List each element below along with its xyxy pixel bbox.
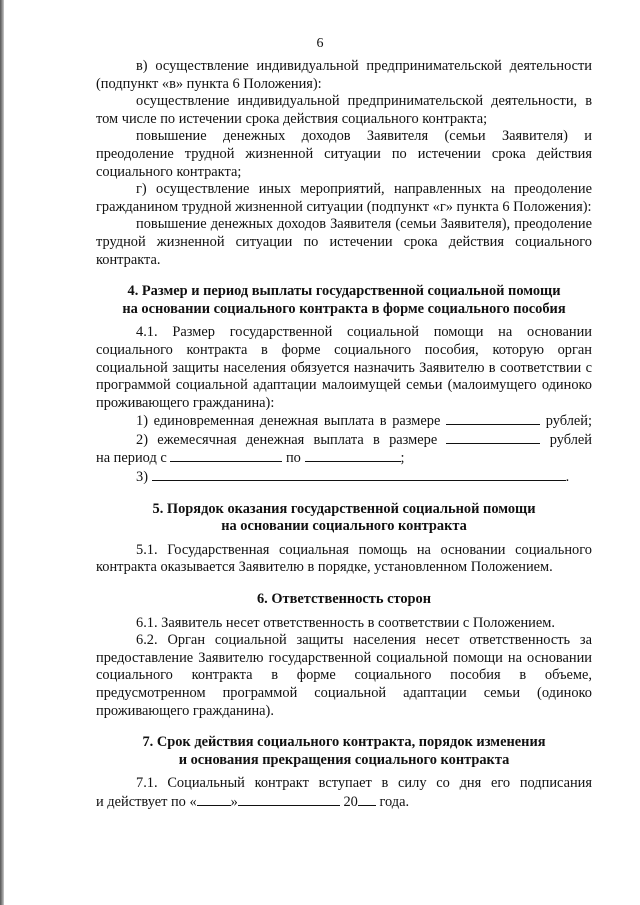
date-prefix: и действует по « — [96, 793, 197, 810]
scan-edge — [0, 0, 4, 905]
item-1-line — [96, 412, 592, 431]
date-suffix: года. — [379, 793, 410, 810]
section-5-heading — [96, 501, 592, 536]
item-1-amount-blank[interactable] — [446, 412, 540, 425]
paragraph-6-1: 6.1. Заявитель несет ответственность в соответствии с Положением. — [136, 614, 555, 631]
section-7-heading — [96, 734, 592, 769]
paragraph-5-1: 5.1. Государственная социальная помощь на основании социального контракта оказывается Заявителю в порядке, установленном Положением. — [96, 541, 592, 576]
period-start-blank[interactable] — [170, 449, 282, 462]
item-2-line — [96, 431, 592, 450]
item-3-text: 3) — [136, 469, 148, 486]
section-6-heading — [96, 591, 592, 609]
item-2-period-end: ; — [400, 450, 405, 467]
paragraph-g: г) осуществление иных мероприятий, направленных на преодоление гражданином трудной жизненной ситуации (подпункт «г» пункта 6 Положения): — [96, 181, 592, 215]
document-body — [96, 58, 592, 812]
section-5-heading-line2: на основании социального контракта — [221, 518, 467, 535]
page-number: 6 — [316, 36, 324, 51]
section-4-heading-line2: на основании социального контракта в форме социального пособия — [122, 300, 566, 317]
date-quote-close: » — [230, 793, 238, 810]
paragraph-v-result: повышение денежных доходов Заявителя (семьи Заявителя) и преодоление трудной жизненной ситуации по истечении срока действия социального контракта; — [96, 128, 592, 180]
item-2-period-line — [96, 449, 592, 468]
period-end-blank[interactable] — [305, 449, 401, 462]
section-4-heading — [96, 283, 592, 318]
paragraph-4-1: 4.1. Размер государственной социальной помощи на основании социального контракта в форме социального пособия, которую орган социальной защиты населения обязуется назначить Заявителю в соответствии с программой социальной адаптации малоимущей семьи (малоимущего одиноко проживающего гражданина): — [96, 324, 592, 411]
paragraph-7-1: 7.1. Социальный контракт вступает в силу со дня его подписания — [136, 775, 592, 792]
month-blank[interactable] — [238, 793, 340, 806]
paragraph-6-2: 6.2. Орган социальной защиты населения несет ответственность за предоставление Заявителю государственной социальной помощи на основании социального контракта в форме социального пособия в объеме, предусмотренном программой социальной адаптации семьи (одиноко проживающего гражданина). — [96, 632, 592, 719]
section-7-heading-line1: 7. Срок действия социального контракта, порядок изменения — [142, 734, 546, 751]
item-2-period-prefix: на период с — [96, 450, 167, 467]
item-2-period-mid: по — [285, 450, 301, 467]
year-blank[interactable] — [358, 793, 376, 806]
paragraph-g-result: повышение денежных доходов Заявителя (семьи Заявителя), преодоление трудной жизненной ситуации по истечении срока действия социального контракта. — [96, 216, 592, 268]
section-5-heading-line1: 5. Порядок оказания государственной социальной помощи — [152, 500, 536, 517]
paragraph-v: в) осуществление индивидуальной предпринимательской деятельности (подпункт «в» пункта 6 Положения): — [96, 58, 592, 92]
section-6-heading-line1: 6. Ответственность сторон — [256, 591, 432, 608]
paragraph-7-1-date-line — [96, 793, 592, 812]
item-3-line — [96, 468, 592, 487]
item-3-blank[interactable] — [152, 468, 566, 481]
item-1-unit: рублей; — [545, 413, 592, 430]
section-4-heading-line1: 4. Размер и период выплаты государственной социальной помощи — [127, 283, 561, 300]
item-2-text: 2) ежемесячная денежная выплата в размере — [136, 431, 438, 448]
section-7-heading-line2: и основания прекращения социального контракта — [178, 751, 510, 768]
item-3-end: . — [565, 469, 570, 486]
item-1-text: 1) единовременная денежная выплата в размере — [136, 413, 441, 430]
paragraph-v-detail: осуществление индивидуальной предпринимательской деятельности, в том числе по истечении срока действия социального контракта; — [96, 93, 592, 127]
item-2-unit: рублей — [549, 431, 592, 448]
year-prefix: 20 — [343, 793, 358, 810]
item-2-amount-blank[interactable] — [446, 431, 540, 444]
day-blank[interactable] — [197, 793, 231, 806]
